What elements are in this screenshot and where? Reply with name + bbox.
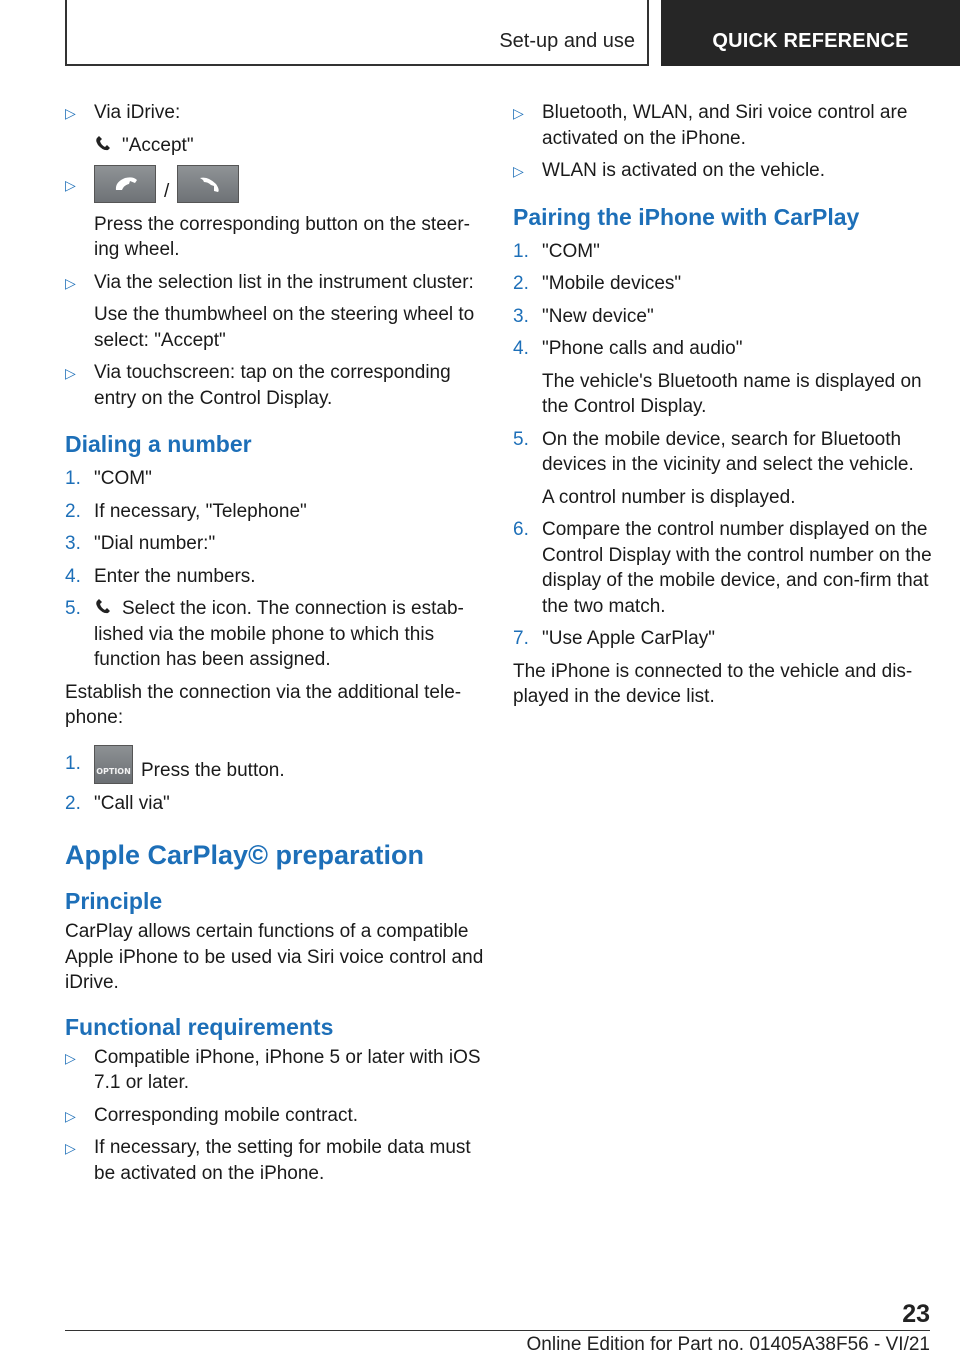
step-number: 3.	[513, 305, 529, 327]
bullet-text: Press the corresponding button on the steer‐ing wheel.	[94, 213, 471, 260]
step-number: 1.	[513, 240, 529, 262]
list-item	[65, 745, 485, 784]
accept-call-button-icon	[94, 165, 156, 203]
list-item	[513, 626, 933, 652]
list-item	[513, 158, 933, 184]
end-call-button-icon	[177, 165, 239, 203]
step-subtext: A control number is displayed.	[542, 486, 796, 508]
left-column	[65, 100, 485, 1193]
page-number: 23	[902, 1300, 930, 1328]
step-number: 1.	[65, 752, 81, 774]
header-chapter-tab	[661, 0, 960, 66]
carplay-heading: Apple CarPlay© preparation	[65, 840, 424, 870]
option-button-label: OPTION	[96, 766, 131, 776]
principle-text: CarPlay allows certain functions of a compatible Apple iPhone to be used via Siri voice control and iDrive.	[65, 921, 484, 993]
phone-handset-icon	[94, 598, 114, 616]
step-text-with-icon	[94, 596, 485, 673]
list-item	[65, 1045, 485, 1096]
separator: /	[164, 181, 170, 202]
closing-text: The iPhone is connected to the vehicle and dis‐played in the device list.	[513, 660, 913, 707]
list-item	[65, 165, 485, 263]
bullet-text: Compatible iPhone, iPhone 5 or later with iOS 7.1 or later.	[94, 1046, 481, 1093]
principle-heading: Principle	[65, 888, 163, 914]
list-item	[65, 100, 485, 158]
bullet-text: Via touchscreen: tap on the corresponding entry on the Control Display.	[94, 362, 451, 409]
list-item	[65, 1103, 485, 1129]
list-item	[65, 1135, 485, 1186]
steering-buttons-row	[94, 165, 485, 205]
option-button-icon	[94, 745, 133, 784]
step-text: "COM"	[94, 468, 152, 489]
step-text: Enter the numbers.	[94, 565, 256, 587]
list-item	[65, 499, 485, 525]
step-subtext: The vehicle's Bluetooth name is displayed on the Control Display.	[542, 370, 922, 417]
footer-divider	[65, 1330, 930, 1331]
phone-handset-icon	[94, 135, 114, 153]
functional-requirements-heading: Functional requirements	[65, 1013, 334, 1040]
step-text-with-icon	[94, 745, 485, 784]
bullet-marker-icon: ▷	[65, 177, 76, 193]
bullet-text: If necessary, the setting for mobile data must be activated on the iPhone.	[94, 1137, 471, 1184]
bullet-text: Via the selection list in the instrument cluster:	[94, 271, 474, 293]
list-item	[65, 791, 485, 817]
bullet-marker-icon: ▷	[65, 1049, 76, 1066]
list-item	[65, 564, 485, 590]
list-item	[513, 336, 933, 420]
list-item	[65, 360, 485, 411]
bullet-text: WLAN is activated on the vehicle.	[542, 160, 826, 181]
list-item	[65, 270, 485, 354]
step-text: "Call via"	[94, 792, 170, 814]
list-item	[513, 239, 933, 265]
list-item	[65, 531, 485, 557]
step-text: "Mobile devices"	[542, 273, 682, 294]
bullet-subtext: Use the thumbwheel on the steering wheel to select: "Accept"	[94, 304, 475, 351]
step-text: Compare the control number displayed on the Control Display with the control number on the display of the mobile device, and con‐firm that the two match.	[542, 519, 932, 617]
step-number: 3.	[65, 533, 81, 554]
step-text: "Dial number:"	[94, 533, 216, 554]
step-text: "COM"	[542, 240, 600, 262]
step-number: 7.	[513, 628, 529, 649]
list-item	[65, 596, 485, 673]
header-section-box	[65, 0, 649, 66]
bullet-marker-icon: ▷	[65, 1107, 76, 1124]
step-number: 4.	[513, 338, 529, 359]
step-number: 6.	[513, 519, 529, 540]
step-number: 2.	[65, 792, 81, 814]
bullet-marker-icon: ▷	[65, 365, 76, 381]
right-column	[513, 100, 933, 717]
step-text: Select the icon. The connection is estab‐lished via the mobile phone to which this function has been assigned.	[94, 598, 464, 670]
list-item	[513, 271, 933, 297]
bullet-marker-icon: ▷	[513, 105, 524, 121]
step-text: "Phone calls and audio"	[542, 338, 743, 359]
bullet-marker-icon: ▷	[65, 105, 76, 121]
list-item	[65, 466, 485, 492]
step-text: "Use Apple CarPlay"	[542, 628, 715, 649]
list-item	[513, 517, 933, 619]
bullet-subtext	[94, 133, 485, 159]
step-number: 1.	[65, 468, 81, 489]
list-item	[513, 100, 933, 151]
footer-edition-text: Online Edition for Part no. 01405A38F56 - VI/21	[526, 1334, 930, 1355]
step-text: "New device"	[542, 305, 654, 327]
dialing-heading: Dialing a number	[65, 431, 252, 457]
bullet-marker-icon: ▷	[65, 274, 76, 291]
bullet-marker-icon: ▷	[65, 1140, 76, 1156]
bullet-marker-icon: ▷	[513, 163, 524, 179]
list-item	[513, 427, 933, 511]
step-text: On the mobile device, search for Bluetooth devices in the vicinity and select the vehicle.	[542, 428, 914, 475]
step-text: Press the button.	[141, 759, 285, 781]
step-text: If necessary, "Telephone"	[94, 500, 307, 522]
step-number: 5.	[513, 428, 529, 450]
step-number: 4.	[65, 565, 81, 587]
bullet-text: Corresponding mobile contract.	[94, 1104, 359, 1126]
step-number: 2.	[513, 273, 529, 294]
accept-label: "Accept"	[122, 134, 194, 156]
additional-phone-text: Establish the connection via the additional tele‐phone:	[65, 681, 462, 728]
header-section-title: Set-up and use	[499, 30, 635, 52]
bullet-text: Via iDrive:	[94, 102, 181, 123]
header-chapter-title: QUICK REFERENCE	[712, 30, 909, 52]
list-item	[513, 304, 933, 330]
step-number: 2.	[65, 500, 81, 522]
pairing-heading: Pairing the iPhone with CarPlay	[513, 203, 860, 230]
step-number: 5.	[65, 598, 81, 619]
bullet-text: Bluetooth, WLAN, and Siri voice control are activated on the iPhone.	[542, 102, 908, 149]
